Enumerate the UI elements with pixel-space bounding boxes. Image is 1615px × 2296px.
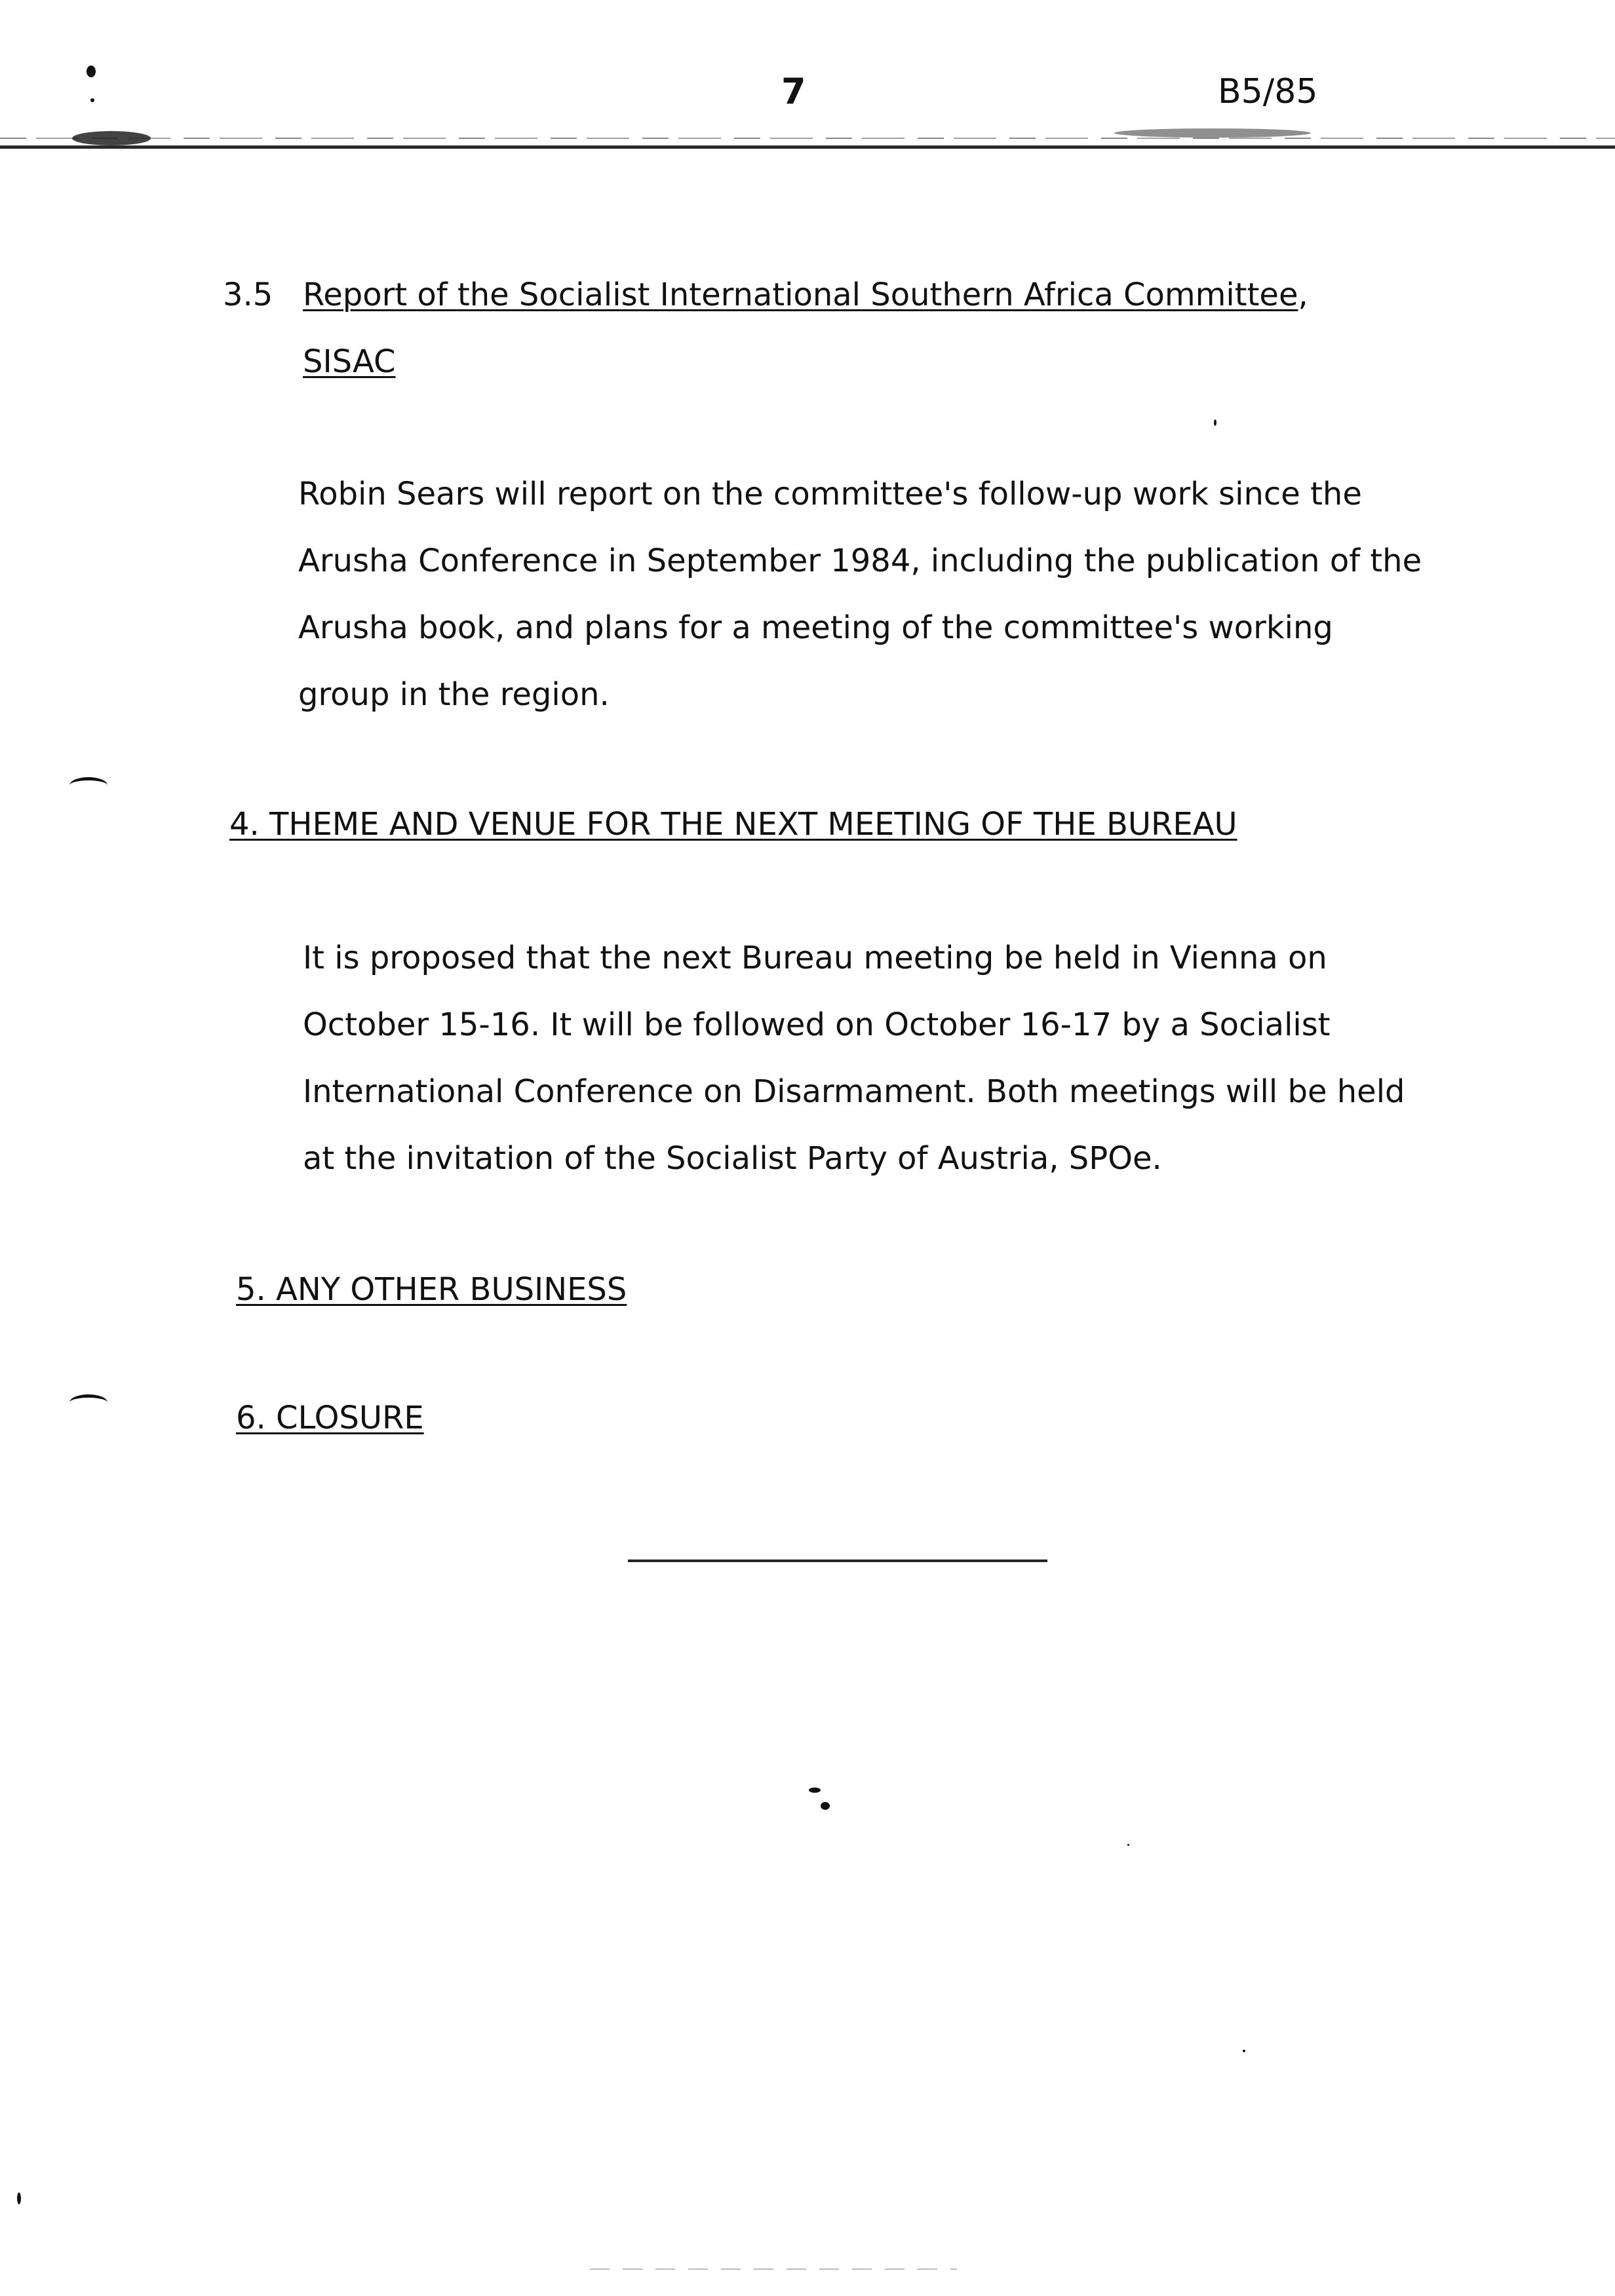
scan-faint-line [590, 2268, 957, 2270]
scan-hole-mark [69, 1394, 107, 1411]
section-3-5-title-punct: , [1298, 277, 1308, 313]
section-3-5-body-line: group in the region. [298, 676, 610, 713]
header-rule [0, 145, 1615, 149]
scan-smudge [1114, 128, 1311, 138]
section-4-heading [229, 805, 1237, 844]
scan-smudge [72, 131, 151, 145]
scan-speck [809, 1788, 821, 1793]
scan-speck [1214, 419, 1216, 426]
section-4-body-line: at the invitation of the Socialist Party of Austria, SPOe. [303, 1140, 1162, 1177]
scan-speck [17, 2192, 21, 2204]
scan-speck [821, 1802, 830, 1810]
scan-speck [1127, 1844, 1129, 1846]
section-4-body-line: International Conference on Disarmament. Both meetings will be held [303, 1073, 1405, 1110]
document-reference: B5/85 [1218, 72, 1318, 111]
section-3-5-number: 3.5 [223, 277, 273, 313]
section-3-5-body-line: Arusha book, and plans for a meeting of the committee's working [298, 609, 1333, 646]
section-3-5-title-line1: Report of the Socialist International Southern Africa Committee [303, 277, 1298, 313]
section-4-body-line: It is proposed that the next Bureau meeting be held in Vienna on [303, 940, 1327, 976]
scan-hole-mark [69, 777, 107, 794]
section-3-5-acronym: SISAC [303, 343, 396, 380]
scan-speck [87, 66, 96, 77]
scan-speck [90, 98, 94, 102]
section-6-heading-text: 6. CLOSURE [236, 1400, 424, 1436]
section-4-body-line: October 15-16. It will be followed on October 16-17 by a Socialist [303, 1006, 1331, 1043]
section-3-5-title-line2 [303, 342, 396, 381]
section-5-heading [236, 1270, 627, 1309]
header-rule-faint [0, 138, 1615, 139]
section-3-5-body-line: Arusha Conference in September 1984, including the publication of the [298, 543, 1422, 579]
section-3-5-body-line: Robin Sears will report on the committee's follow-up work since the [298, 476, 1362, 512]
section-4-heading-text: 4. THEME AND VENUE FOR THE NEXT MEETING OF THE BUREAU [229, 806, 1237, 843]
section-6-heading [236, 1398, 424, 1438]
closing-rule [628, 1559, 1047, 1562]
scan-speck [1243, 2050, 1245, 2052]
section-3-5-title [303, 275, 1308, 315]
page-number: 7 [781, 71, 806, 112]
section-5-heading-text: 5. ANY OTHER BUSINESS [236, 1271, 627, 1308]
